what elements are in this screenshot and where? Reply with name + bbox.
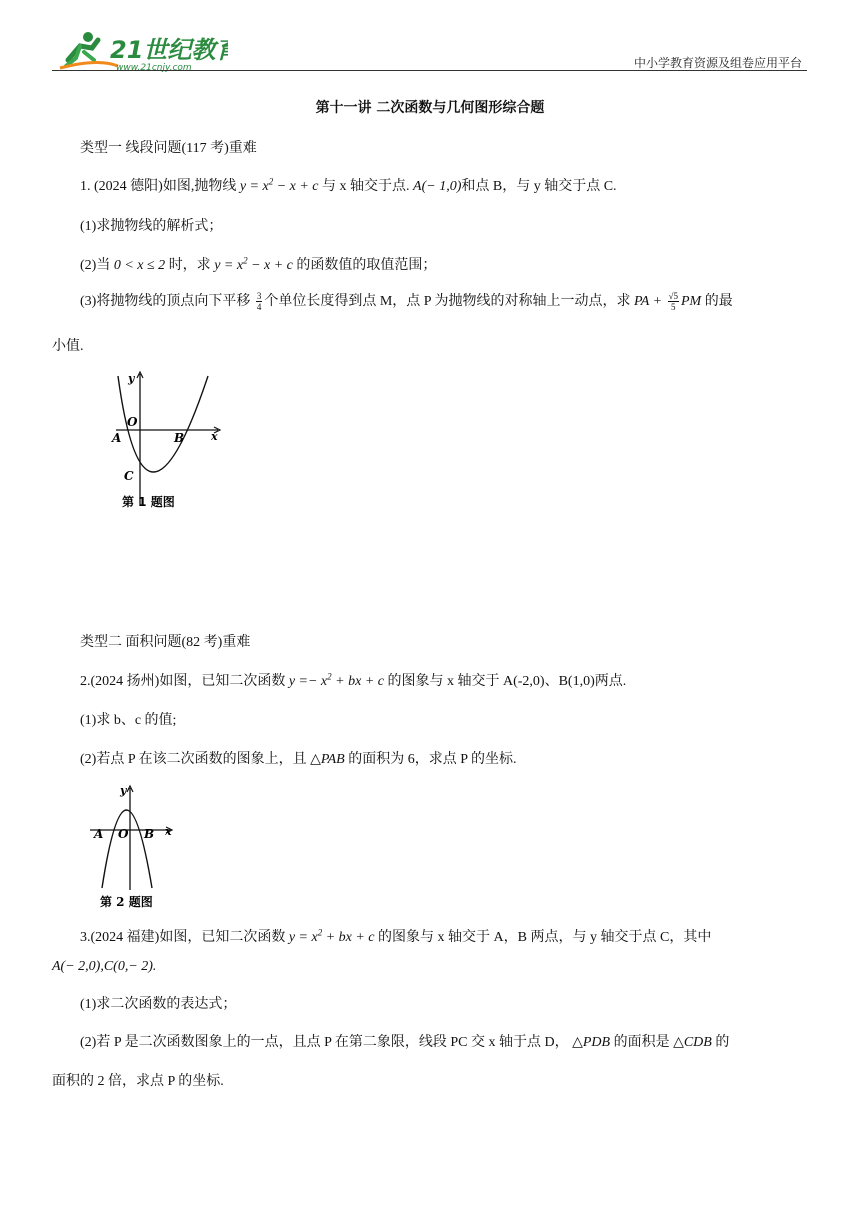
figure-2 [88, 782, 184, 910]
page-title: 第十一讲 二次函数与几何图形综合题 [315, 100, 545, 116]
svg-text:B: B [174, 431, 185, 445]
q3-part1: (1)求二次函数的表达式； [80, 997, 237, 1012]
q1-part2: (2)当 0 < x ≤ 2 时，求 $y = x^2 - x + c$ 的函数值的取值范围； [80, 255, 437, 273]
q3-stem: 3.(2024 福建)如图，已知二次函数 $y = x^2$ + bx + c 的图象与 x 轴交于 A，B 两点，与 y 轴交于点 C，其中 [80, 927, 712, 945]
section-heading-2: 类型二 面积问题(82 考)重难 [80, 635, 251, 650]
svg-text:y: y [120, 784, 127, 797]
figure-2-caption: 第 2 题图 [100, 895, 153, 909]
platform-name: 中小学教育资源及组卷应用平台 [633, 56, 802, 70]
q3-part2: (2)若 P 是二次函数图象上的一点，且点 P 在第二象限，线段 PC 交 x 轴于点 D， △PDB 的面积是 △CDB 的 [80, 1035, 730, 1050]
site-logo [58, 28, 228, 72]
logo-text: 21世纪教育 [110, 36, 228, 64]
header-divider [52, 70, 807, 71]
svg-text:O: O [127, 415, 138, 429]
fraction-three-quarters: $\frac{3}{4}$ [256, 291, 262, 313]
svg-text:y: y [128, 372, 135, 385]
q3-stem-cont: A(− 2,0),C(0,− 2). [52, 959, 157, 974]
svg-text:x: x [165, 825, 172, 838]
svg-text:A: A [94, 827, 104, 841]
svg-text:A: A [112, 431, 122, 445]
q1-part3: (3)将抛物线的顶点向下平移 $\frac{3}{4}$ 个单位长度得到点 M，点 P 为抛物线的对称轴上一动点，求 PA + $\frac{√5}{5}$ PM 的最 [80, 291, 733, 313]
svg-text:C: C [124, 469, 134, 483]
q2-part1: (1)求 b、c 的值; [80, 713, 177, 728]
q1-part1: (1)求抛物线的解析式； [80, 219, 223, 234]
q3-part2-cont: 面积的 2 倍，求点 P 的坐标. [52, 1074, 224, 1089]
q1-part3-cont: 小值. [52, 339, 84, 354]
parabola-curve-2 [102, 810, 155, 888]
section-heading-1: 类型一 线段问题(117 考)重难 [80, 141, 257, 156]
svg-text:O: O [118, 827, 129, 841]
fraction-sqrt5-over-5: $\frac{√5}{5}$ [668, 291, 678, 313]
q2-stem: 2.(2024 扬州)如图，已知二次函数 $y =- x^2$ + bx + c 的图象与 x 轴交于 A(-2,0)、B(1,0)两点. [80, 671, 627, 689]
figure-1-caption: 第 1 题图 [122, 495, 175, 509]
q2-part2: (2)若点 P 在该二次函数的图象上，且 △PAB 的面积为 6，求点 P 的坐标. [80, 752, 517, 767]
logo-url: www.21cnjy.com [116, 63, 192, 72]
svg-text:B: B [144, 827, 155, 841]
svg-text:x: x [211, 430, 218, 443]
figure-1 [110, 368, 230, 516]
q1-stem: 1. (2024 德阳)如图,抛物线 $y = x^2 - x + c$ 与 x 轴交于点. A(− 1,0)和点 B，与 y 轴交于点 C. [80, 176, 617, 194]
